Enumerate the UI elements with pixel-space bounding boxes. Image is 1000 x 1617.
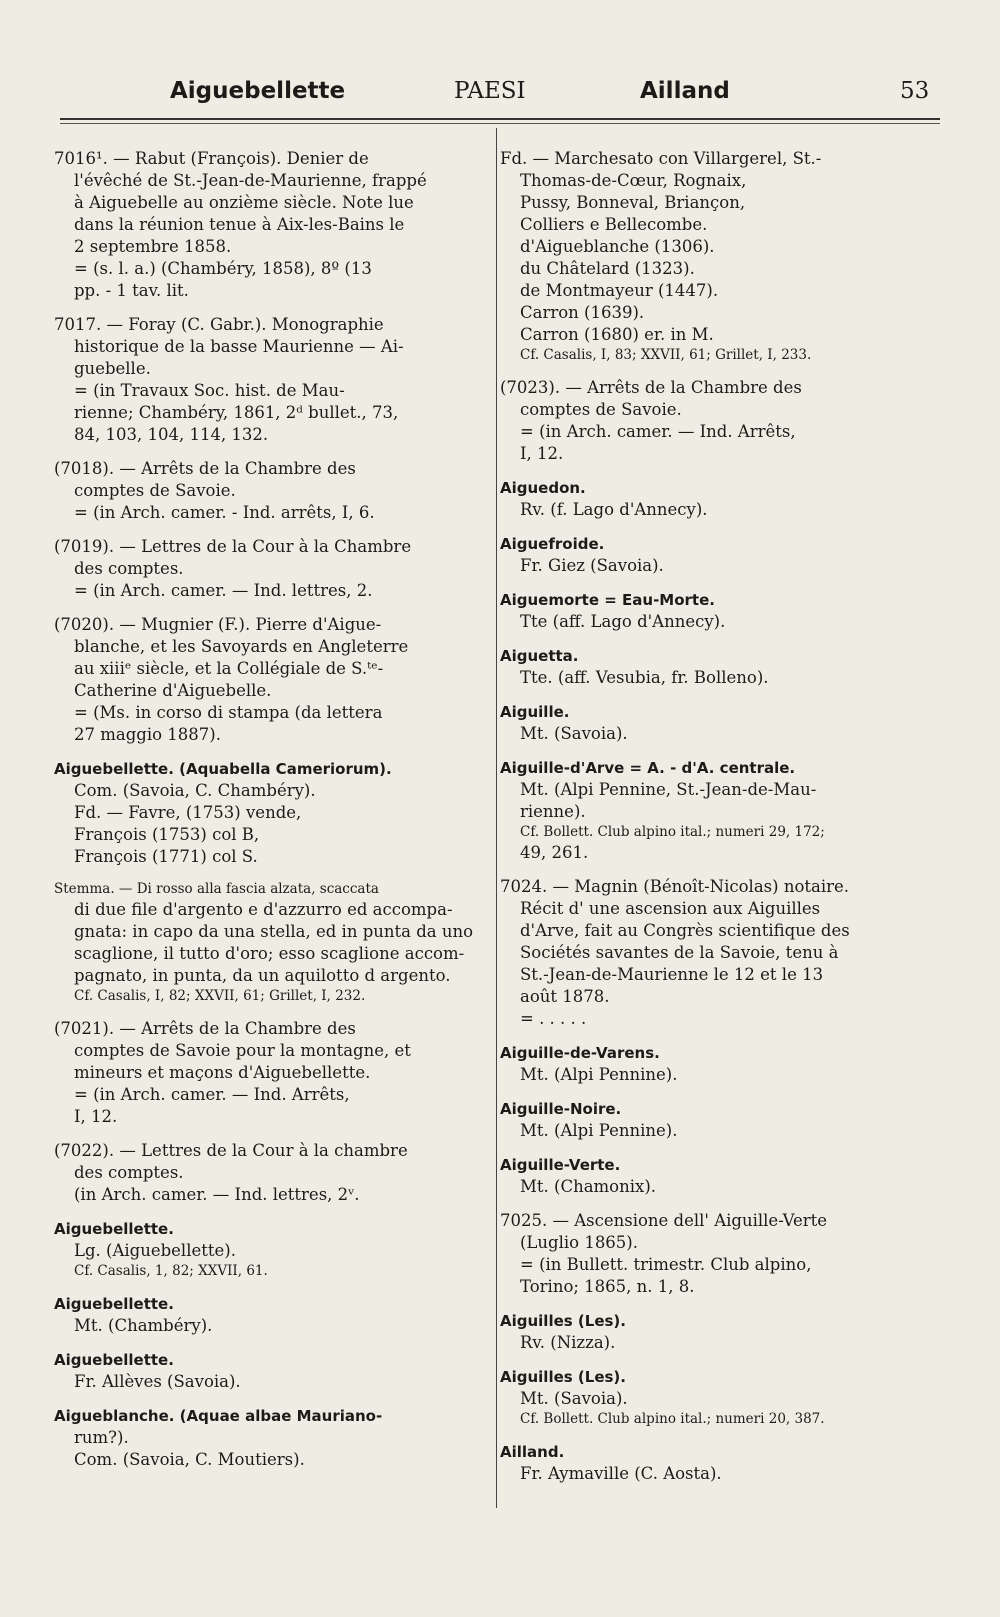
bibliography-entry bbox=[54, 614, 474, 746]
entry-line: Stemma. — Di rosso alla fascia alzata, scaccata bbox=[54, 881, 379, 897]
bibliography-entry bbox=[500, 148, 924, 365]
entry-line: mineurs et maçons d'Aiguebellette. bbox=[74, 1063, 371, 1082]
bibliography-entry bbox=[500, 1154, 924, 1198]
entry-line: Mt. (Alpi Pennine). bbox=[520, 1065, 678, 1084]
bibliography-entry bbox=[500, 477, 924, 521]
bibliography-entry bbox=[54, 880, 474, 1006]
bibliography-entry bbox=[500, 1366, 924, 1429]
entry-line: rienne; Chambéry, 1861, 2ᵈ bullet., 73, bbox=[74, 403, 399, 422]
bibliography-entry bbox=[54, 536, 474, 602]
entry-line: gnata: in capo da una stella, ed in punta da uno bbox=[74, 922, 474, 941]
bibliography-entry bbox=[500, 876, 924, 1030]
entry-line: Aiguebellette. bbox=[54, 1220, 174, 1238]
entry-line: Aiguille-Verte. bbox=[500, 1156, 621, 1174]
entry-line: Com. (Savoia, C. Moutiers). bbox=[74, 1450, 305, 1469]
entry-line: Tte (aff. Lago d'Annecy). bbox=[520, 612, 726, 631]
entry-line: Mt. (Savoia). bbox=[520, 1389, 628, 1408]
bibliography-entry bbox=[500, 645, 924, 689]
entry-line: Aiguebellette. (Aquabella Cameriorum). bbox=[54, 760, 392, 778]
bibliography-entry bbox=[500, 1441, 924, 1485]
entry-line: l'évêché de St.-Jean-de-Maurienne, frappé bbox=[74, 171, 427, 190]
entry-line: (in Arch. camer. — Ind. lettres, 2ᵛ. bbox=[74, 1185, 360, 1204]
entry-line: (7023). — Arrêts de la Chambre des bbox=[500, 378, 802, 397]
entry-line: Aiguille-d'Arve = A. - d'A. centrale. bbox=[500, 759, 796, 777]
entry-line: Thomas-de-Cœur, Rognaix, bbox=[520, 171, 747, 190]
entry-line: François (1753) col B, bbox=[74, 825, 260, 844]
entry-line: Aiguille. bbox=[500, 703, 570, 721]
bibliography-entry bbox=[500, 1042, 924, 1086]
bibliography-entry bbox=[54, 314, 474, 446]
entry-line: 7017. — Foray (C. Gabr.). Monographie bbox=[54, 315, 384, 334]
entry-line: = (in Arch. camer. — Ind. Arrêts, bbox=[520, 422, 796, 441]
entry-line: Lg. (Aiguebellette). bbox=[74, 1241, 236, 1260]
bibliography-entry bbox=[54, 1018, 474, 1128]
entry-line: Aiguilles (Les). bbox=[500, 1312, 626, 1330]
entry-line: blanche, et les Savoyards en Angleterre bbox=[74, 637, 409, 656]
running-head-left: Aiguebellette bbox=[170, 78, 346, 104]
right-column bbox=[500, 148, 924, 1497]
entry-line: = (in Arch. camer. — Ind. Arrêts, bbox=[74, 1085, 350, 1104]
bibliography-entry bbox=[500, 1310, 924, 1354]
entry-line: François (1771) col S. bbox=[74, 847, 258, 866]
entry-line: = (in Travaux Soc. hist. de Mau- bbox=[74, 381, 345, 400]
entry-line: Mt. (Alpi Pennine, St.-Jean-de-Mau- bbox=[520, 780, 817, 799]
entry-line: Carron (1639). bbox=[520, 303, 645, 322]
entry-line: Com. (Savoia, C. Chambéry). bbox=[74, 781, 316, 800]
entry-line: (7022). — Lettres de la Cour à la chambre bbox=[54, 1141, 408, 1160]
entry-line: dans la réunion tenue à Aix-les-Bains le bbox=[74, 215, 405, 234]
entry-line: au xiiiᵉ siècle, et la Collégiale de S.ᵗᵉ- bbox=[74, 659, 384, 678]
entry-line: (7019). — Lettres de la Cour à la Chambre bbox=[54, 537, 412, 556]
entry-line: août 1878. bbox=[520, 987, 610, 1006]
left-column bbox=[54, 148, 474, 1483]
entry-line: Colliers e Bellecombe. bbox=[520, 215, 708, 234]
entry-line: Pussy, Bonneval, Briançon, bbox=[520, 193, 746, 212]
entry-line: pp. - 1 tav. lit. bbox=[74, 281, 189, 300]
entry-line: Aiguille-Noire. bbox=[500, 1100, 622, 1118]
column-divider bbox=[496, 128, 497, 1508]
entry-line: Aiguille-de-Varens. bbox=[500, 1044, 660, 1062]
entry-line: historique de la basse Maurienne — Ai- bbox=[74, 337, 404, 356]
entry-line: Aigueblanche. (Aquae albae Mauriano- bbox=[54, 1407, 383, 1425]
entry-line: Aiguebellette. bbox=[54, 1351, 174, 1369]
entry-line: d'Arve, fait au Congrès scientifique des bbox=[520, 921, 850, 940]
entry-line: Mt. (Chamonix). bbox=[520, 1177, 657, 1196]
bibliography-entry bbox=[500, 757, 924, 864]
entry-line: I, 12. bbox=[74, 1107, 118, 1126]
entry-line: Catherine d'Aiguebelle. bbox=[74, 681, 272, 700]
entry-line: = (in Arch. camer. - Ind. arrêts, I, 6. bbox=[74, 503, 375, 522]
entry-line: = (Ms. in corso di stampa (da lettera bbox=[74, 703, 383, 722]
entry-line: (7021). — Arrêts de la Chambre des bbox=[54, 1019, 356, 1038]
entry-line: pagnato, in punta, da un aquilotto d argento. bbox=[74, 966, 451, 985]
entry-line: 27 maggio 1887). bbox=[74, 725, 221, 744]
entry-line: Aiguebellette. bbox=[54, 1295, 174, 1313]
entry-line: 84, 103, 104, 114, 132. bbox=[74, 425, 269, 444]
bibliography-entry bbox=[54, 1405, 474, 1471]
entry-line: guebelle. bbox=[74, 359, 151, 378]
entry-line: 7025. — Ascensione dell' Aiguille-Verte bbox=[500, 1211, 828, 1230]
entry-line: Aiguemorte = Eau-Morte. bbox=[500, 591, 715, 609]
entry-line: scaglione, il tutto d'oro; esso scaglione accom- bbox=[74, 944, 465, 963]
entry-line: rum?). bbox=[74, 1428, 129, 1447]
bibliography-entry bbox=[54, 458, 474, 524]
entry-line: 7024. — Magnin (Bénoît-Nicolas) notaire. bbox=[500, 877, 850, 896]
page-number: 53 bbox=[900, 78, 930, 104]
bibliography-entry bbox=[500, 377, 924, 465]
entry-line: Cf. Casalis, I, 82; XXVII, 61; Grillet, I, 232. bbox=[74, 988, 366, 1004]
bibliography-entry bbox=[54, 148, 474, 302]
bibliography-entry bbox=[500, 589, 924, 633]
entry-line: de Montmayeur (1447). bbox=[520, 281, 719, 300]
entry-line: 49, 261. bbox=[520, 843, 589, 862]
entry-line: Rv. (Nizza). bbox=[520, 1333, 616, 1352]
bibliography-entry bbox=[500, 533, 924, 577]
entry-line: Fr. Aymaville (C. Aosta). bbox=[520, 1464, 722, 1483]
entry-line: Mt. (Savoia). bbox=[520, 724, 628, 743]
entry-line: des comptes. bbox=[74, 1163, 184, 1182]
entry-line: Ailland. bbox=[500, 1443, 565, 1461]
entry-line: Aiguetta. bbox=[500, 647, 579, 665]
entry-line: Mt. (Alpi Pennine). bbox=[520, 1121, 678, 1140]
running-head-right: Ailland bbox=[640, 78, 730, 104]
entry-line: (7018). — Arrêts de la Chambre des bbox=[54, 459, 356, 478]
bibliography-entry bbox=[500, 1098, 924, 1142]
entry-line: Carron (1680) er. in M. bbox=[520, 325, 714, 344]
running-head-center: PAESI bbox=[454, 78, 526, 104]
entry-line: Récit d' une ascension aux Aiguilles bbox=[520, 899, 821, 918]
entry-line: Fr. Allèves (Savoia). bbox=[74, 1372, 241, 1391]
header-rule-thin bbox=[60, 123, 940, 124]
entry-line: = . . . . . bbox=[520, 1009, 587, 1028]
entry-line: rienne). bbox=[520, 802, 586, 821]
entry-line: Cf. Casalis, I, 83; XXVII, 61; Grillet, I, 233. bbox=[520, 347, 812, 363]
entry-line: Cf. Bollett. Club alpino ital.; numeri 29, 172; bbox=[520, 824, 825, 840]
bibliography-entry bbox=[54, 1218, 474, 1281]
entry-line: comptes de Savoie. bbox=[74, 481, 236, 500]
bibliography-entry bbox=[500, 1210, 924, 1298]
bibliography-entry bbox=[54, 758, 474, 868]
entry-line: à Aiguebelle au onzième siècle. Note lue bbox=[74, 193, 414, 212]
bibliography-entry bbox=[54, 1140, 474, 1206]
entry-line: Fd. — Favre, (1753) vende, bbox=[74, 803, 302, 822]
entry-line: Aiguilles (Les). bbox=[500, 1368, 626, 1386]
entry-line: des comptes. bbox=[74, 559, 184, 578]
entry-line: comptes de Savoie. bbox=[520, 400, 682, 419]
header-rule bbox=[60, 118, 940, 120]
entry-line: comptes de Savoie pour la montagne, et bbox=[74, 1041, 411, 1060]
entry-line: I, 12. bbox=[520, 444, 564, 463]
entry-line: di due file d'argento e d'azzurro ed accompa- bbox=[74, 900, 453, 919]
bibliography-entry bbox=[500, 701, 924, 745]
entry-line: Aiguefroide. bbox=[500, 535, 605, 553]
entry-line: Tte. (aff. Vesubia, fr. Bolleno). bbox=[520, 668, 769, 687]
entry-line: d'Aigueblanche (1306). bbox=[520, 237, 715, 256]
bibliography-entry bbox=[54, 1293, 474, 1337]
entry-line: Fr. Giez (Savoia). bbox=[520, 556, 664, 575]
entry-line: Rv. (f. Lago d'Annecy). bbox=[520, 500, 708, 519]
entry-line: Aiguedon. bbox=[500, 479, 586, 497]
entry-line: (Luglio 1865). bbox=[520, 1233, 638, 1252]
bibliography-entry bbox=[54, 1349, 474, 1393]
entry-line: St.-Jean-de-Maurienne le 12 et le 13 bbox=[520, 965, 824, 984]
entry-line: 7016¹. — Rabut (François). Denier de bbox=[54, 149, 369, 168]
entry-line: du Châtelard (1323). bbox=[520, 259, 695, 278]
entry-line: Mt. (Chambéry). bbox=[74, 1316, 213, 1335]
entry-line: Torino; 1865, n. 1, 8. bbox=[520, 1277, 695, 1296]
entry-line: (7020). — Mugnier (F.). Pierre d'Aigue- bbox=[54, 615, 382, 634]
entry-line: = (in Arch. camer. — Ind. lettres, 2. bbox=[74, 581, 373, 600]
entry-line: Sociétés savantes de la Savoie, tenu à bbox=[520, 943, 839, 962]
entry-line: 2 septembre 1858. bbox=[74, 237, 232, 256]
entry-line: = (s. l. a.) (Chambéry, 1858), 8º (13 bbox=[74, 259, 372, 278]
entry-line: = (in Bullett. trimestr. Club alpino, bbox=[520, 1255, 812, 1274]
entry-line: Cf. Bollett. Club alpino ital.; numeri 20, 387. bbox=[520, 1411, 825, 1427]
entry-line: Fd. — Marchesato con Villargerel, St.- bbox=[500, 149, 822, 168]
entry-line: Cf. Casalis, 1, 82; XXVII, 61. bbox=[74, 1263, 268, 1279]
